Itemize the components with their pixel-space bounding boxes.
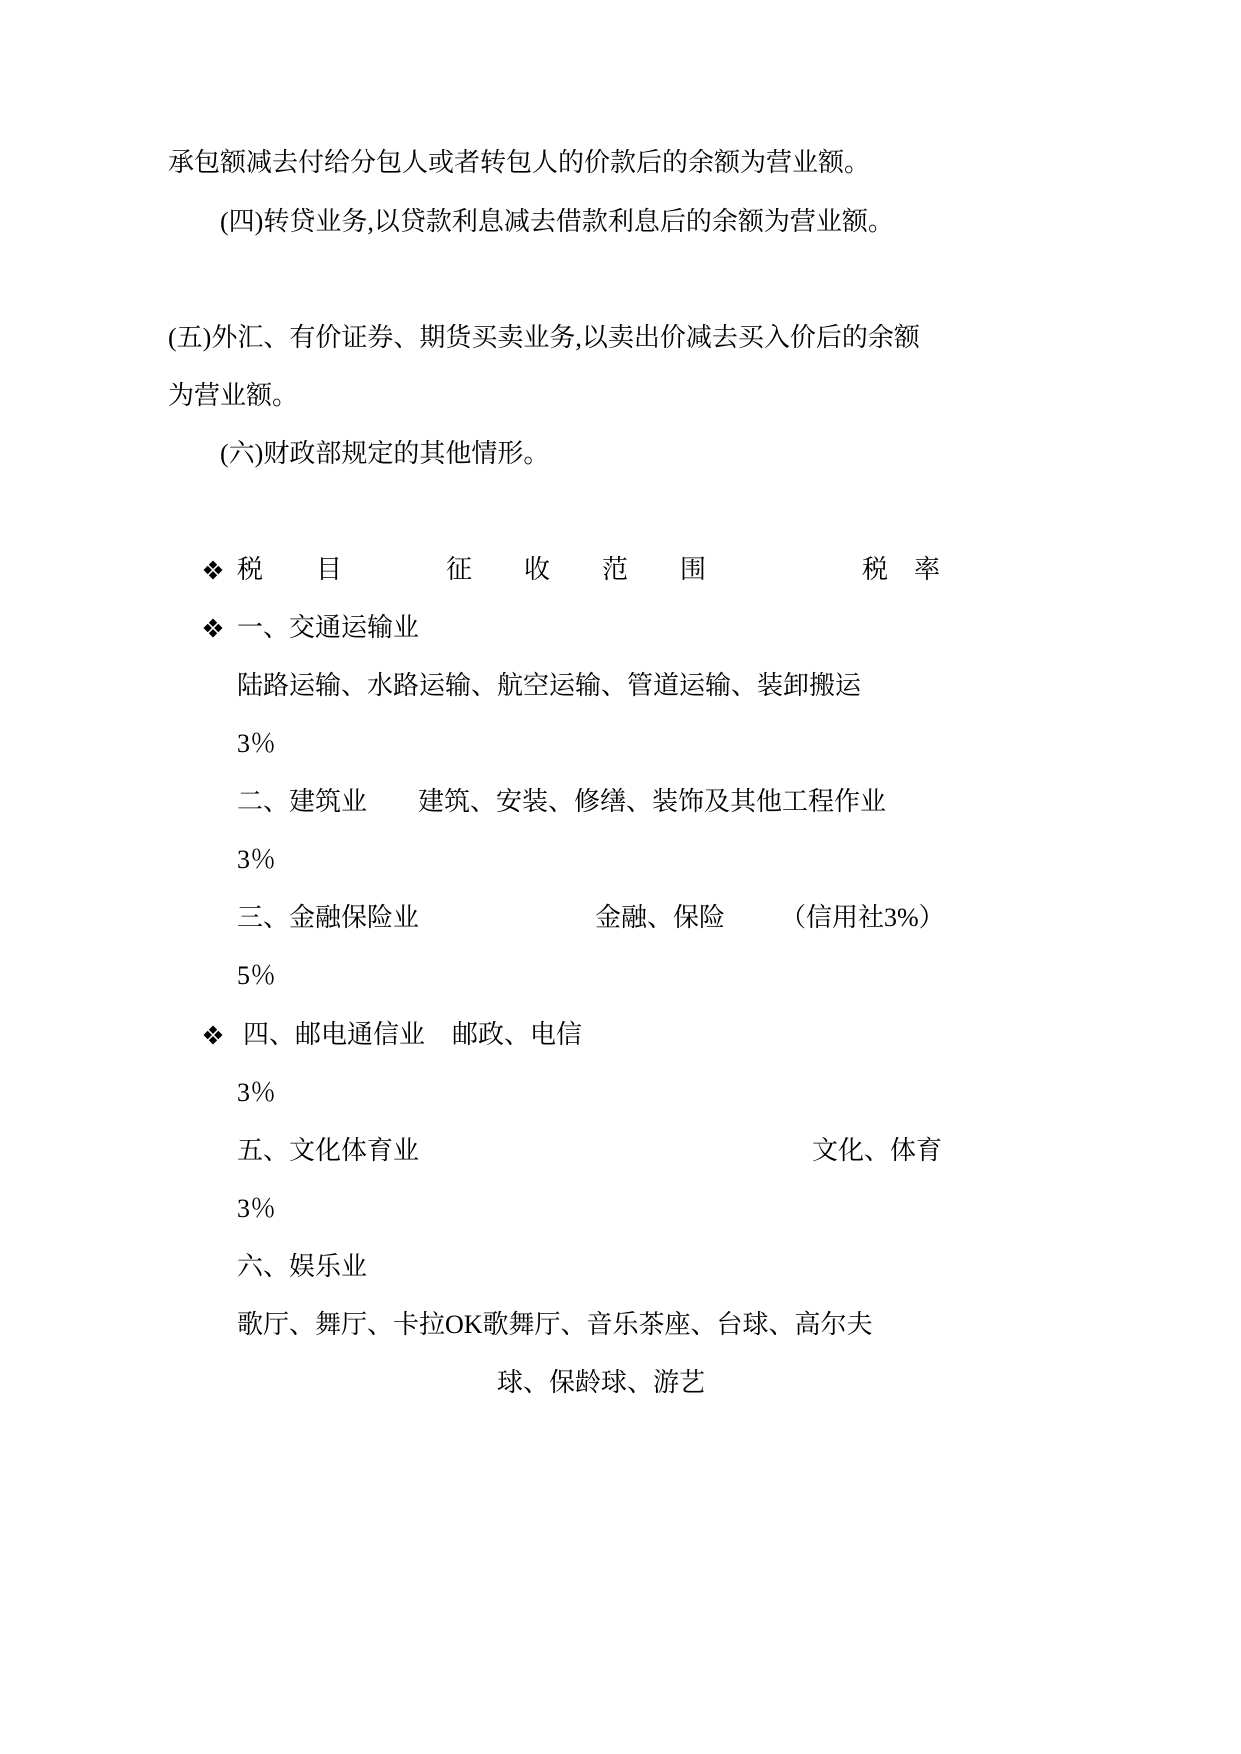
table-row-note: （信用社3%） <box>780 903 945 932</box>
table-row-rate: 3％ <box>237 729 277 758</box>
paragraph-item-5-line-2: 为营业额。 <box>168 381 299 410</box>
table-row-rate: 3％ <box>237 845 277 874</box>
table-row-item: 三、金融保险业 <box>237 903 420 932</box>
diamond-bullet-icon <box>203 618 223 638</box>
table-row-item: 五、文化体育业 <box>237 1136 420 1165</box>
table-row-scope: 建筑、安装、修缮、装饰及其他工程作业 <box>418 787 887 816</box>
table-row-scope: 金融、保险 <box>595 903 726 932</box>
paragraph-item-4: (四)转贷业务,以贷款利息减去借款利息后的余额为营业额。 <box>220 207 894 236</box>
paragraph-item-5-line-1: (五)外汇、有价证券、期货买卖业务,以卖出价减去买入价后的余额 <box>168 323 920 352</box>
table-row-item: 二、建筑业 <box>237 787 368 816</box>
table-row-scope-continuation: 球、保龄球、游艺 <box>497 1368 706 1397</box>
table-header-rate: 税率 <box>862 555 967 584</box>
table-row-scope: 文化、体育 <box>812 1136 943 1165</box>
table-row-item: 六、娱乐业 <box>237 1252 368 1281</box>
table-row-rate: 3％ <box>237 1078 277 1107</box>
paragraph-item-6: (六)财政部规定的其他情形。 <box>220 439 550 468</box>
paragraph-continuation-line: 承包额减去付给分包人或者转包人的价款后的余额为营业额。 <box>168 148 871 177</box>
diamond-bullet-icon <box>203 560 223 580</box>
table-row-scope: 邮政、电信 <box>452 1020 583 1049</box>
table-header-scope: 征收范围 <box>446 555 759 584</box>
table-row-scope: 陆路运输、水路运输、航空运输、管道运输、装卸搬运 <box>237 671 862 700</box>
diamond-bullet-icon <box>203 1025 223 1045</box>
table-row-rate: 3％ <box>237 1194 277 1223</box>
table-row-rate: 5％ <box>237 961 277 990</box>
table-row-item: 四、邮电通信业 <box>243 1020 426 1049</box>
table-row-item: 一、交通运输业 <box>237 613 420 642</box>
table-header-item: 税目 <box>237 555 396 584</box>
table-row-scope: 歌厅、舞厅、卡拉OK歌舞厅、音乐茶座、台球、高尔夫 <box>237 1310 873 1339</box>
